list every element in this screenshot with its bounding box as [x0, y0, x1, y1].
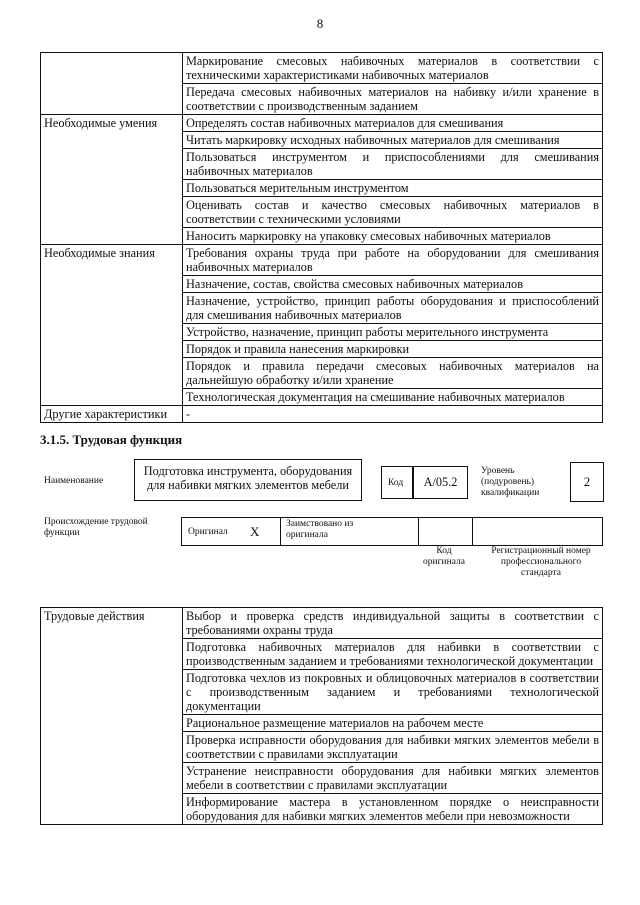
table-row — [41, 245, 603, 276]
row-item: Устранение неисправности оборудования для набивки мягких элементов мебели в соответствии с правилами эксплуатации — [183, 763, 603, 794]
name-box — [134, 459, 362, 501]
code-label: Код — [388, 478, 404, 488]
section-title: 3.1.5. Трудовая функция — [40, 432, 183, 447]
level-label: Уровень (подуровень) квалификации — [481, 466, 540, 498]
row-item: Подготовка набивочных материалов для набивки в соответствии с производственным заданием и требованиями технологической документации — [183, 639, 603, 670]
level-box — [570, 462, 604, 502]
function-code: А/05.2 — [423, 475, 458, 489]
skills-knowledge-table — [40, 52, 603, 423]
function-level: 2 — [583, 474, 591, 489]
original-label: Оригинал — [188, 527, 228, 537]
row-item: Выбор и проверка средств индивидуальной защиты в соответствии с требованиями охраны труда — [183, 608, 603, 639]
divider — [418, 518, 419, 545]
origin-label: Происхождение трудовой функции — [44, 517, 148, 538]
table-row — [41, 53, 603, 84]
page-number: 8 — [316, 16, 324, 31]
labor-actions-table — [40, 607, 603, 825]
row-item: Проверка исправности оборудования для набивки мягких элементов мебели в соответствии с правилами эксплуатации — [183, 732, 603, 763]
row-item: Назначение, устройство, принцип работы оборудования и приспособлений для смешивания набивочных материалов — [183, 293, 603, 324]
origin-row — [181, 517, 603, 546]
row-item: Порядок и правила нанесения маркировки — [183, 341, 603, 358]
row-item: Рациональное размещение материалов на рабочем месте — [183, 715, 603, 732]
row-item: Подготовка чехлов из покровных и облицовочных материалов в соответствии с производственным заданием и требованиями технологической документации — [183, 670, 603, 715]
row-item: Читать маркировку исходных набивочных материалов для смешивания — [183, 132, 603, 149]
row-item: Требования охраны труда при работе на оборудовании для смешивания набивочных материалов — [183, 245, 603, 276]
row-category — [41, 53, 183, 115]
row-item: - — [183, 406, 603, 423]
row-item: Маркирование смесовых набивочных материалов в соответствии с техническими характеристиками набивочных материалов — [183, 53, 603, 84]
name-label: Наименование — [44, 476, 104, 486]
reg-caption: Регистрационный номер профессионального стандарта — [491, 546, 591, 578]
table-row — [41, 608, 603, 639]
original-mark: X — [250, 524, 260, 539]
code-label-box — [381, 466, 413, 499]
row-item: Порядок и правила передачи смесовых набивочных материалов на дальнейшую обработку и/или хранение — [183, 358, 603, 389]
table-row — [41, 406, 603, 423]
divider — [280, 518, 281, 545]
row-item: Пользоваться мерительным инструментом — [183, 180, 603, 197]
row-item: Определять состав набивочных материалов для смешивания — [183, 115, 603, 132]
code-box — [413, 466, 468, 499]
row-item: Передача смесовых набивочных материалов на набивку и/или хранение в соответствии с производственным заданием — [183, 84, 603, 115]
code-caption: Код оригинала — [423, 546, 465, 567]
row-category: Другие характеристики — [41, 406, 183, 423]
divider — [472, 518, 473, 545]
row-category: Необходимые умения — [41, 115, 183, 245]
borrowed-label: Заимствовано из оригинала — [286, 519, 354, 540]
row-item: Наносить маркировку на упаковку смесовых набивочных материалов — [183, 228, 603, 245]
row-item: Технологическая документация на смешивание набивочных материалов — [183, 389, 603, 406]
function-name: Подготовка инструмента, оборудования для набивки мягких элементов мебели — [143, 464, 353, 492]
row-item: Пользоваться инструментом и приспособлениями для смешивания набивочных материалов — [183, 149, 603, 180]
row-item: Оценивать состав и качество смесовых набивочных материалов в соответствии с техническими условиями — [183, 197, 603, 228]
row-item: Назначение, состав, свойства смесовых набивочных материалов — [183, 276, 603, 293]
table-row — [41, 115, 603, 132]
row-category: Необходимые знания — [41, 245, 183, 406]
row-item: Устройство, назначение, принцип работы мерительного инструмента — [183, 324, 603, 341]
row-category: Трудовые действия — [41, 608, 183, 825]
row-item: Информирование мастера в установленном порядке о неисправности оборудования для набивки мягких элементов мебели при невозможности — [183, 794, 603, 825]
